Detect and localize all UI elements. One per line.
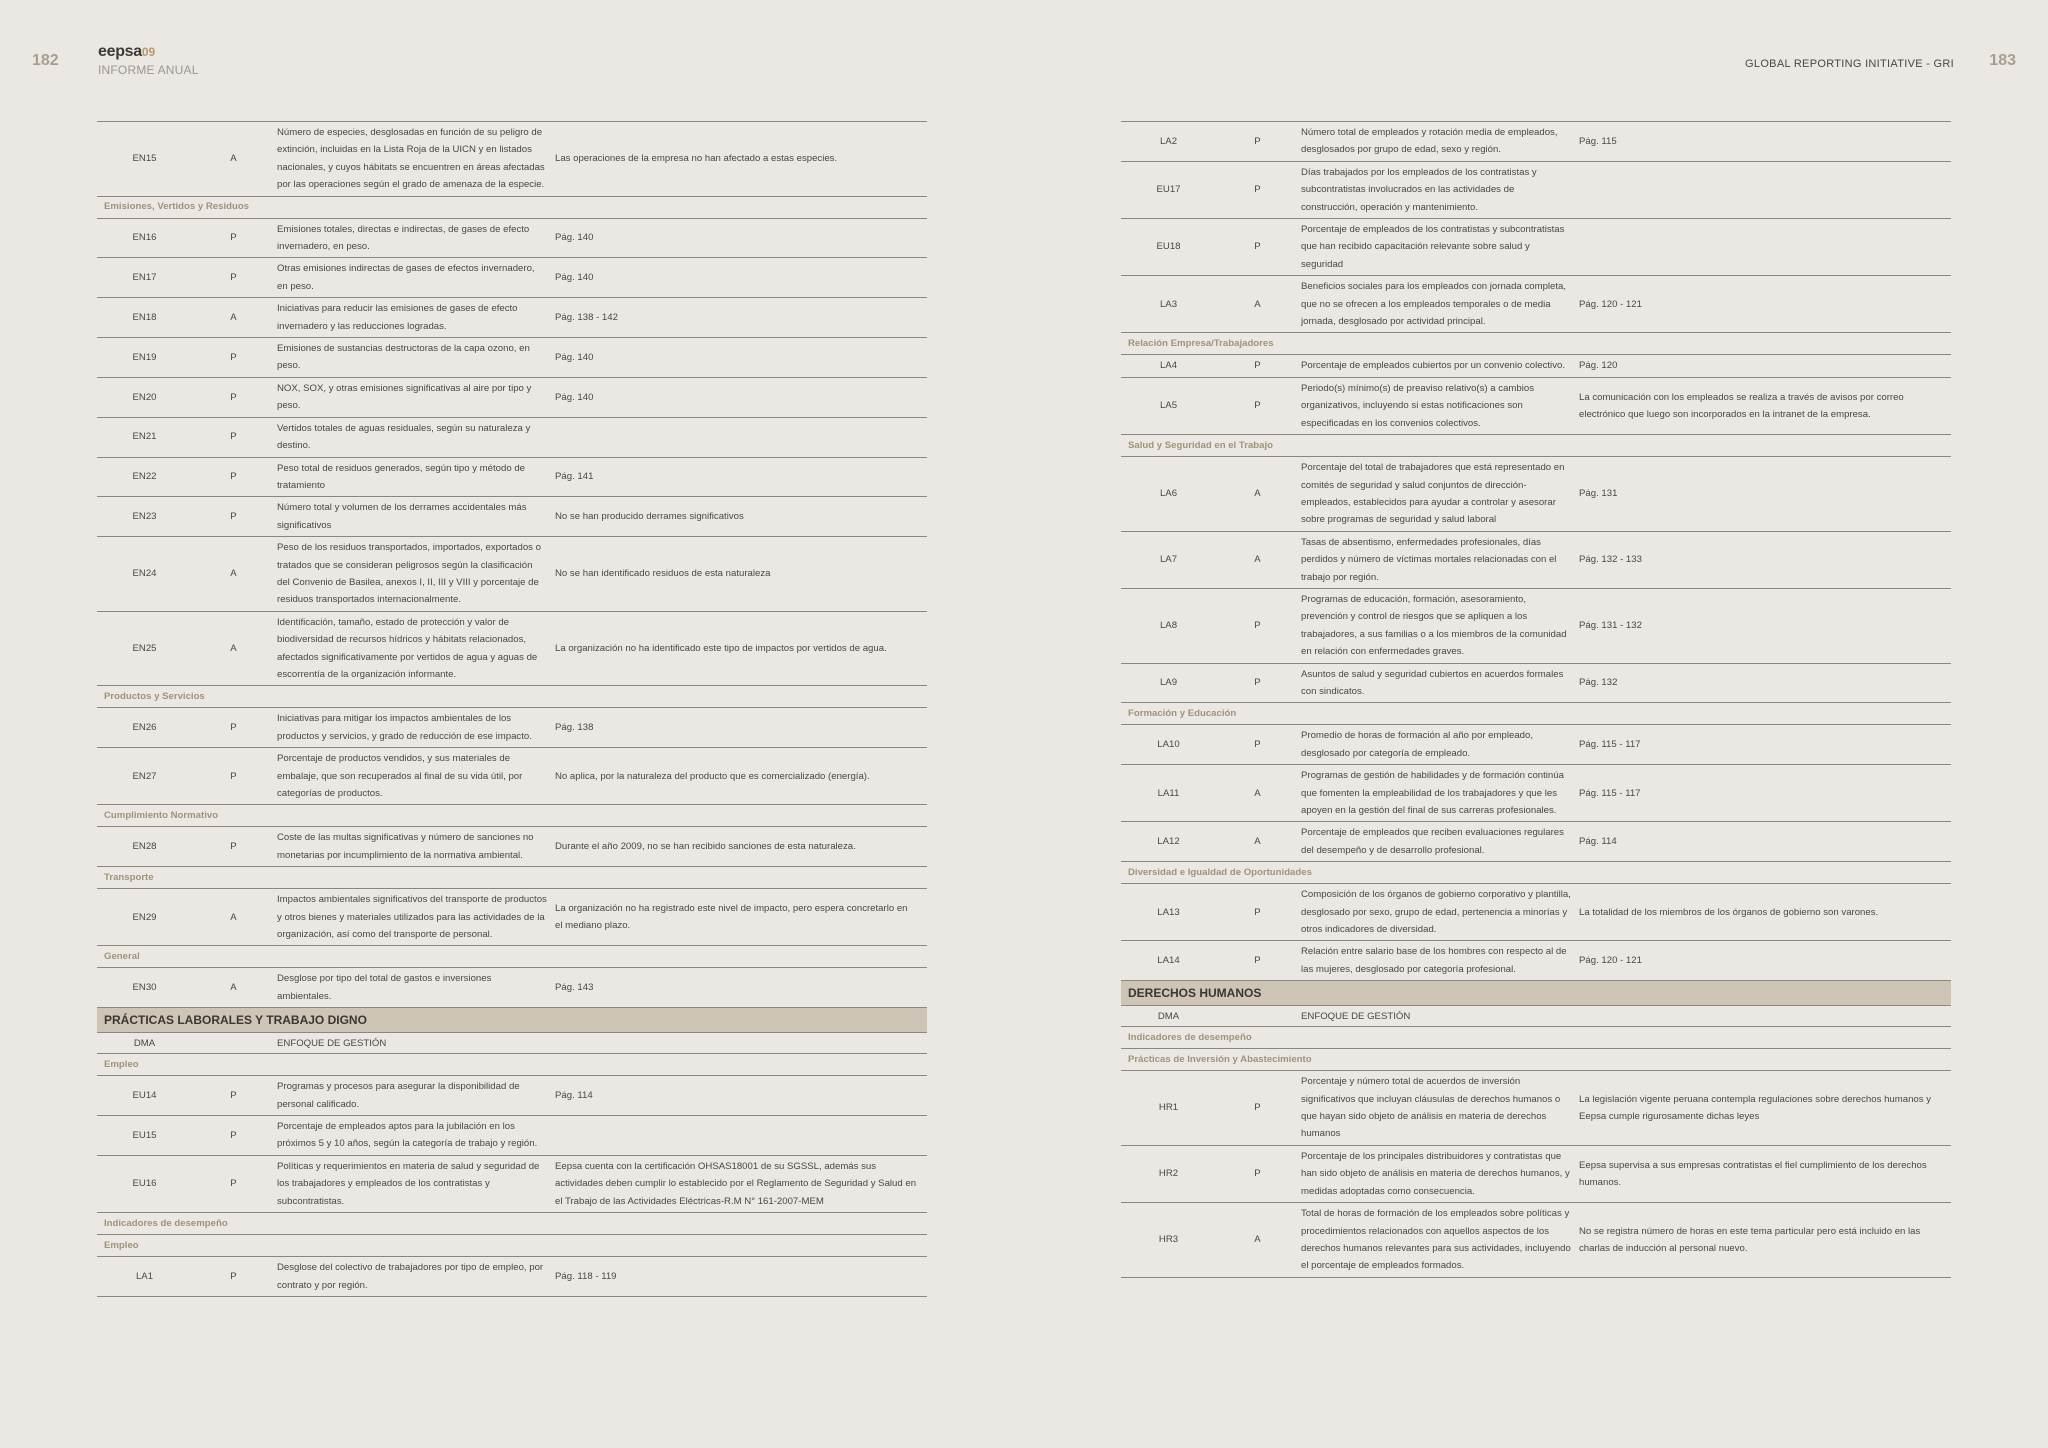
table-row <box>1121 1071 1951 1146</box>
indicator-type: P <box>1254 955 1261 967</box>
table-row <box>97 122 927 197</box>
indicator-response: Pág. 140 <box>555 391 594 403</box>
indicator-code: EN25 <box>132 642 157 654</box>
indicator-code: EN22 <box>132 471 157 483</box>
section-header: General <box>97 946 927 968</box>
indicator-type: P <box>230 272 237 284</box>
indicator-response: La organización no ha identificado este tipo de impactos por vertidos de agua. <box>555 642 887 654</box>
indicator-response <box>555 1133 927 1137</box>
indicator-description: Programas de gestión de habilidades y de formación continúa que fomenten la empleabilidad de los trabajadores y que les apoyen en la gestión del final de sus carreras profesionales. <box>1301 770 1564 816</box>
indicator-type: P <box>230 511 237 523</box>
indicator-type: A <box>230 642 237 654</box>
indicator-type: P <box>230 1129 237 1141</box>
table-row <box>97 298 927 338</box>
indicator-response: Pág. 131 <box>1579 488 1618 500</box>
indicator-type: P <box>230 471 237 483</box>
report-label: INFORME ANUAL <box>98 63 199 77</box>
indicator-type: A <box>230 153 237 165</box>
indicator-response <box>1579 188 1951 192</box>
indicator-response: Pág. 120 - 121 <box>1579 298 1642 310</box>
indicator-type: A <box>230 911 237 923</box>
indicator-code: LA2 <box>1159 135 1178 147</box>
indicator-response: Pág. 138 - 142 <box>555 311 618 323</box>
indicator-description: Emisiones de sustancias destructoras de la capa ozono, en peso. <box>277 343 530 372</box>
table-row <box>97 497 927 537</box>
indicator-description: Número total y volumen de los derrames accidentales más significativos <box>277 502 527 531</box>
indicator-description: Número de especies, desglosadas en función de su peligro de extinción, incluidas en la Lista Roja de la UICN y en listados nacionales, y cuyos hábitats se encuentren en áreas afectadas por las operaciones según el grado de amenaza de la especie. <box>277 127 545 191</box>
table-row <box>97 338 927 378</box>
indicator-response: Eepsa supervisa a sus empresas contratistas el fiel cumplimiento de los derechos humanos. <box>1579 1159 1927 1188</box>
indicator-description: NOX, SOX, y otras emisiones significativas al aire por tipo y peso. <box>277 382 532 412</box>
indicator-response: Pág. 132 - 133 <box>1579 554 1642 566</box>
indicator-code: LA12 <box>1157 836 1180 848</box>
indicator-code: HR3 <box>1158 1234 1179 1246</box>
section-header: Indicadores de desempeño <box>97 1213 927 1235</box>
indicator-response: Pág. 141 <box>555 471 594 483</box>
indicator-description: Porcentaje de empleados que reciben evaluaciones regulares del desempeño y de desarrollo profesional. <box>1301 827 1564 856</box>
indicator-description: Vertidos totales de aguas residuales, según su naturaleza y destino. <box>277 422 531 452</box>
indicator-response: No se han producido derrames significativos <box>555 511 744 523</box>
indicator-code: EN21 <box>132 431 157 443</box>
section-title: GLOBAL REPORTING INITIATIVE - GRI <box>1745 58 1954 70</box>
indicator-response: Pág. 114 <box>555 1089 593 1101</box>
indicator-description: Otras emisiones indirectas de gases de efectos invernadero, en peso. <box>277 263 535 292</box>
indicator-code: LA7 <box>1159 554 1178 566</box>
indicator-code: EN15 <box>132 153 157 165</box>
indicator-code: EN20 <box>132 391 157 403</box>
table-row <box>1121 355 1951 377</box>
table-row <box>97 612 927 687</box>
indicator-code: EU16 <box>132 1178 157 1190</box>
indicator-type: P <box>230 770 237 782</box>
indicator-response: No se han identificado residuos de esta naturaleza <box>555 568 771 580</box>
indicator-response: Eepsa cuenta con la certificación OHSAS18001 de su SGSSL, además sus actividades deben cumplir lo establecido por el Reglamento de Seguridad y Salud en el Trabajo de las Actividades Eléctricas-R.M N° 161-2007-MEM <box>555 1160 917 1207</box>
indicator-type: P <box>230 351 237 363</box>
section-header: Prácticas de Inversión y Abastecimiento <box>1121 1049 1951 1071</box>
indicator-description: Identificación, tamaño, estado de protección y valor de biodiversidad de recursos hídricos y hábitats relacionados, afectados significativamente por vertidos de agua y aguas de escorrentía de la organización informante. <box>277 616 538 680</box>
indicator-code: LA5 <box>1159 400 1178 412</box>
indicator-description: Programas y procesos para asegurar la disponibilidad de personal calificado. <box>277 1081 520 1110</box>
indicator-code: LA9 <box>1159 677 1178 689</box>
section-header: Indicadores de desempeño <box>1121 1027 1951 1049</box>
table-row <box>97 458 927 498</box>
indicator-description: Total de horas de formación de los empleados sobre políticas y procedimientos relacionados con aquellos aspectos de los derechos humanos relevantes para sus actividades, incluyendo el porcentaje de empleados formados. <box>1301 1208 1571 1272</box>
section-header: Transporte <box>97 867 927 889</box>
indicator-response <box>555 1041 927 1045</box>
table-row <box>1121 941 1951 981</box>
indicator-response: La comunicación con los empleados se realiza a través de avisos por correo electrónico que luego son incorporados en la intranet de la empresa. <box>1579 391 1904 420</box>
indicator-type: A <box>1254 298 1261 310</box>
table-row <box>97 708 927 748</box>
indicator-type: A <box>230 982 237 994</box>
indicator-code: EN27 <box>132 770 157 782</box>
indicator-type: P <box>1254 1102 1261 1114</box>
indicator-description: Promedio de horas de formación al año por empleado, desglosado por categoría de empleado. <box>1301 730 1533 759</box>
indicator-description: Porcentaje y número total de acuerdos de inversión significativos que incluyan cláusulas de derechos humanos o que hayan sido objeto de análisis en materia de derechos humanos <box>1301 1076 1561 1140</box>
indicator-type: P <box>230 232 237 244</box>
indicator-code: LA14 <box>1157 955 1180 967</box>
indicator-code: HR1 <box>1158 1102 1179 1114</box>
table-row <box>97 1076 927 1116</box>
indicator-code: EU18 <box>1156 241 1181 253</box>
indicator-response: No aplica, por la naturaleza del producto que es comercializado (energía). <box>555 770 870 782</box>
indicator-type: A <box>1254 787 1261 799</box>
indicator-type: P <box>230 1089 237 1101</box>
indicator-description: Impactos ambientales significativos del transporte de productos y otros bienes y materiales utilizados para las actividades de la organización, así como del transporte de personal. <box>277 894 547 941</box>
indicator-description: Porcentaje de empleados cubiertos por un convenio colectivo. <box>1301 360 1565 372</box>
table-row <box>97 1033 927 1054</box>
indicator-code: LA4 <box>1159 360 1178 372</box>
table-row <box>1121 1146 1951 1203</box>
indicator-response: Pág. 131 - 132 <box>1579 620 1642 632</box>
logo-year: 09 <box>141 45 156 59</box>
section-header: Cumplimiento Normativo <box>97 805 927 827</box>
indicator-type: A <box>1254 1234 1261 1246</box>
table-row <box>1121 532 1951 589</box>
table-row <box>1121 378 1951 435</box>
indicator-type <box>1216 1014 1299 1018</box>
indicator-type: P <box>1254 739 1261 751</box>
indicator-description: Desglose del colectivo de trabajadores por tipo de empleo, por contrato y por región. <box>277 1262 544 1291</box>
indicator-type: P <box>230 1270 237 1282</box>
table-row <box>97 1257 927 1297</box>
indicator-type: A <box>230 311 237 323</box>
indicator-description: ENFOQUE DE GESTIÓN <box>1301 1010 1411 1022</box>
section-header: Productos y Servicios <box>97 686 927 708</box>
indicator-description: Porcentaje de los principales distribuidores y contratistas que han sido objeto de análisis en materia de derechos humanos, y medidas adoptadas como consecuencia. <box>1301 1150 1570 1197</box>
indicator-response: Las operaciones de la empresa no han afectado a estas especies. <box>555 153 838 165</box>
indicator-code: EN24 <box>132 568 157 580</box>
indicator-response: La organización no ha registrado este nivel de impacto, pero espera concretarlo en el mediano plazo. <box>555 902 908 932</box>
indicator-type: P <box>1254 906 1261 918</box>
left-page-number: 182 <box>32 52 59 69</box>
right-gri-table <box>1121 121 1951 1278</box>
indicator-code: LA1 <box>135 1270 154 1282</box>
indicator-code: EN28 <box>132 841 157 853</box>
indicator-code: DMA <box>133 1037 156 1049</box>
section-header: Relación Empresa/Trabajadores <box>1121 333 1951 355</box>
indicator-response: Pág. 140 <box>555 232 594 244</box>
table-row <box>1121 822 1951 862</box>
indicator-description: Emisiones totales, directas e indirectas, de gases de efecto invernadero, en peso. <box>277 223 530 253</box>
indicator-code: LA3 <box>1159 298 1178 310</box>
table-row <box>1121 1006 1951 1027</box>
table-row <box>1121 122 1951 162</box>
indicator-response: Pág. 140 <box>555 272 594 284</box>
indicator-description: Asuntos de salud y seguridad cubiertos en acuerdos formales con sindicatos. <box>1301 668 1564 697</box>
table-row <box>97 537 927 612</box>
major-section-header: PRÁCTICAS LABORALES Y TRABAJO DIGNO <box>97 1008 927 1033</box>
table-row <box>1121 765 1951 822</box>
indicator-type: P <box>1254 184 1261 196</box>
indicator-response: Pág. 120 <box>1579 360 1618 372</box>
table-row <box>1121 664 1951 704</box>
table-row <box>97 1116 927 1156</box>
indicator-code: LA13 <box>1157 906 1180 918</box>
table-row <box>97 748 927 805</box>
indicator-response: Pág. 115 - 117 <box>1579 787 1641 799</box>
table-row <box>97 827 927 867</box>
table-row <box>97 1156 927 1213</box>
indicator-response: La legislación vigente peruana contempla regulaciones sobre derechos humanos y Eepsa cumple rigurosamente dichas leyes <box>1579 1093 1931 1123</box>
table-row <box>97 258 927 298</box>
indicator-description: Porcentaje del total de trabajadores que está representado en comités de seguridad y salud conjuntos de dirección-empleados, establecidos para ayudar a controlar y asesorar sobre programas de seguridad y salud laboral <box>1301 462 1565 526</box>
indicator-type: P <box>1254 1168 1261 1180</box>
table-row <box>97 378 927 418</box>
indicator-response: Pág. 118 - 119 <box>555 1270 617 1282</box>
indicator-response: Durante el año 2009, no se han recibido sanciones de esta naturaleza. <box>555 841 856 853</box>
indicator-description: Políticas y requerimientos en materia de salud y seguridad de los trabajadores y empleados de los contratistas y subcontratistas. <box>277 1160 540 1207</box>
indicator-code: EN18 <box>132 311 157 323</box>
section-header: Diversidad e Igualdad de Oportunidades <box>1121 862 1951 884</box>
table-row <box>97 968 927 1008</box>
indicator-code: LA11 <box>1157 787 1180 799</box>
indicator-description: Periodo(s) mínimo(s) de preaviso relativo(s) a cambios organizativos, incluyendo si estas notificaciones son especificadas en los convenios colectivos. <box>1301 382 1534 429</box>
indicator-response: Pág. 143 <box>555 982 594 994</box>
indicator-type: P <box>1254 241 1261 253</box>
indicator-description: Coste de las multas significativas y número de sanciones no monetarias por incumplimiento de la normativa ambiental. <box>277 832 534 861</box>
table-row <box>1121 162 1951 219</box>
eepsa-logo <box>98 43 199 77</box>
indicator-type: P <box>1254 620 1261 632</box>
indicator-code: EN23 <box>132 511 157 523</box>
section-header: Empleo <box>97 1054 927 1076</box>
indicator-response: Pág. 115 - 117 <box>1579 739 1641 751</box>
indicator-description: Número total de empleados y rotación media de empleados, desglosados por grupo de edad, sexo y región. <box>1301 127 1558 156</box>
table-row <box>1121 725 1951 765</box>
indicator-description: Porcentaje de empleados de los contratistas y subcontratistas que han recibido capacitación relevante sobre salud y seguridad <box>1301 224 1565 270</box>
indicator-response <box>1579 1014 1951 1018</box>
indicator-description: Tasas de absentismo, enfermedades profesionales, días perdidos y número de víctimas mortales relacionadas con el trabajo por región. <box>1301 536 1557 583</box>
indicator-description: ENFOQUE DE GESTIÓN <box>277 1037 387 1049</box>
indicator-code: HR2 <box>1158 1168 1179 1180</box>
indicator-response: Pág. 115 <box>1579 135 1617 147</box>
indicator-response: No se registra número de horas en este tema particular pero está incluido en las charlas de inducción al personal nuevo. <box>1579 1225 1921 1254</box>
indicator-code: DMA <box>1157 1010 1180 1022</box>
indicator-code: EN29 <box>132 911 157 923</box>
indicator-code: EN17 <box>132 272 157 284</box>
indicator-description: Relación entre salario base de los hombres con respecto al de las mujeres, desglosado por categoría profesional. <box>1301 946 1567 975</box>
indicator-type <box>192 1041 275 1045</box>
indicator-code: EN30 <box>132 982 157 994</box>
indicator-description: Composición de los órganos de gobierno corporativo y plantilla, desglosado por sexo, grupo de edad, pertenencia a minorías y otros indicadores de diversidad. <box>1301 889 1571 936</box>
indicator-response: Pág. 138 <box>555 722 594 734</box>
indicator-code: EU17 <box>1156 184 1181 196</box>
indicator-type: P <box>230 722 237 734</box>
indicator-description: Iniciativas para reducir las emisiones de gases de efecto invernadero y las reducciones logradas. <box>277 303 518 332</box>
indicator-code: EN19 <box>132 351 157 363</box>
indicator-code: LA8 <box>1159 620 1178 632</box>
indicator-code: EU15 <box>132 1129 157 1141</box>
indicator-response: Pág. 140 <box>555 351 594 363</box>
indicator-description: Programas de educación, formación, asesoramiento, prevención y control de riesgos que se apliquen a los trabajadores, a sus familias o a los miembros de la comunidad en relación con enfermedades graves. <box>1301 593 1567 658</box>
indicator-response: La totalidad de los miembros de los órganos de gobierno son varones. <box>1579 906 1879 918</box>
indicator-response <box>1579 245 1951 249</box>
indicator-code: EN16 <box>132 232 157 244</box>
table-row <box>1121 884 1951 941</box>
table-row <box>97 889 927 946</box>
indicator-type: P <box>1254 135 1261 147</box>
indicator-type: P <box>1254 400 1261 412</box>
indicator-type: P <box>230 1178 237 1190</box>
table-row <box>97 418 927 458</box>
indicator-type: A <box>1254 836 1261 848</box>
indicator-code: LA6 <box>1159 488 1178 500</box>
right-page-number: 183 <box>1989 52 2016 69</box>
section-header: Salud y Seguridad en el Trabajo <box>1121 435 1951 457</box>
indicator-type: P <box>1254 677 1261 689</box>
indicator-description: Porcentaje de empleados aptos para la jubilación en los próximos 5 y 10 años, según la categoría de trabajo y región. <box>277 1121 538 1150</box>
indicator-response: Pág. 132 <box>1579 677 1618 689</box>
indicator-type: A <box>1254 554 1261 566</box>
major-section-header: DERECHOS HUMANOS <box>1121 981 1951 1006</box>
indicator-code: EN26 <box>132 722 157 734</box>
indicator-type: P <box>230 391 237 403</box>
indicator-response: Pág. 114 <box>1579 836 1617 848</box>
indicator-response: Pág. 120 - 121 <box>1579 955 1642 967</box>
logo-text: eepsa <box>98 43 142 60</box>
indicator-description: Beneficios sociales para los empleados con jornada completa, que no se ofrecen a los empleados temporales o de media jornada, desglosado por actividad principal. <box>1301 281 1567 328</box>
left-gri-table <box>97 121 927 1297</box>
indicator-code: LA10 <box>1157 739 1180 751</box>
indicator-type: A <box>230 568 237 580</box>
section-header: Empleo <box>97 1235 927 1257</box>
indicator-type: P <box>230 431 237 443</box>
indicator-response <box>555 435 927 439</box>
indicator-type: P <box>230 841 237 853</box>
indicator-description: Desglose por tipo del total de gastos e inversiones ambientales. <box>277 973 492 1002</box>
indicator-description: Peso total de residuos generados, según tipo y método de tratamiento <box>277 462 526 491</box>
table-row <box>1121 219 1951 276</box>
indicator-description: Porcentaje de productos vendidos, y sus materiales de embalaje, que son recuperados al final de su vida útil, por categorías de productos. <box>277 753 523 799</box>
table-row <box>1121 1203 1951 1278</box>
indicator-description: Iniciativas para mitigar los impactos ambientales de los productos y servicios, y grado de reducción de ese impacto. <box>277 713 532 742</box>
indicator-code: EU14 <box>132 1089 157 1101</box>
table-row <box>1121 589 1951 664</box>
indicator-type: P <box>1254 360 1261 372</box>
indicator-type: A <box>1254 488 1261 500</box>
table-row <box>97 219 927 259</box>
table-row <box>1121 457 1951 532</box>
indicator-description: Días trabajados por los empleados de los contratistas y subcontratistas involucrados en las actividades de construcción, operación y mantenimiento. <box>1301 166 1537 213</box>
section-header: Emisiones, Vertidos y Residuos <box>97 197 927 219</box>
section-header: Formación y Educación <box>1121 703 1951 725</box>
indicator-description: Peso de los residuos transportados, importados, exportados o tratados que se consideran peligrosos según la clasificación del Convenio de Basilea, anexos I, II, III y VIII y porcentaje de residuos transportados internacionalmente. <box>277 542 541 606</box>
table-row <box>1121 276 1951 333</box>
